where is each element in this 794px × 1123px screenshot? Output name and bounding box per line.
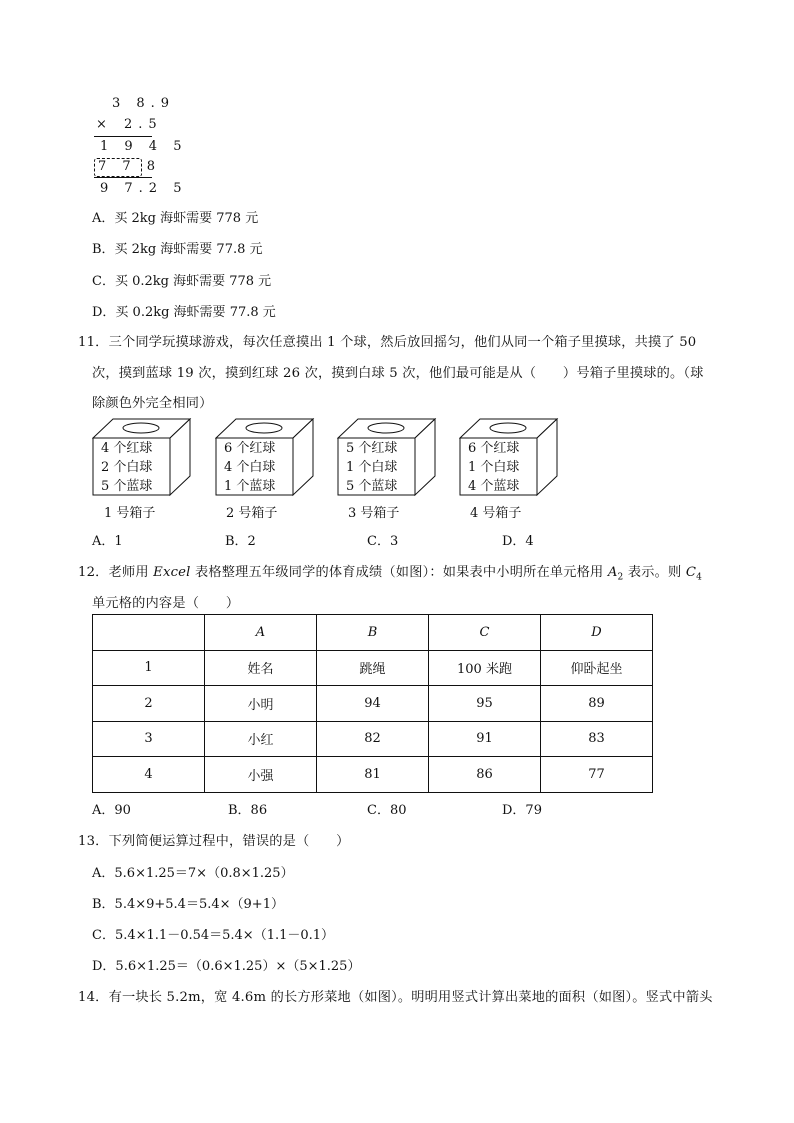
table-cell: 小明 [205,686,317,722]
box-2-red: 6 个红球 [224,441,276,456]
box-4-white: 1 个白球 [468,460,520,475]
box-1-label: 1 号箱子 [104,506,156,521]
table-row [93,650,653,686]
calc-row-3: 1 9 4 5 [100,139,188,154]
q11-stem-line-3: 除颜色外完全相同） [92,396,213,411]
q12-stem-line-1 [78,561,702,583]
calc-row-4: 7 7 8 [98,159,162,174]
table-cell: 仰卧起坐 [541,650,653,686]
box-4-label: 4 号箱子 [470,506,522,521]
box-4-blue: 4 个蓝球 [468,479,520,494]
q13-option-d: D．5.6×1.25＝（0.6×1.25）×（5×1.25） [92,959,361,974]
table-cell: 77 [541,757,653,793]
table-cell: 82 [317,721,429,757]
q13-stem: 13．下列简便运算过程中，错误的是（ ） [78,834,350,849]
calc-row-2: 2.5 [124,117,163,132]
q11-option-c: C．3 [367,534,399,549]
table-cell [93,615,205,651]
box-4-red: 6 个红球 [468,441,520,456]
column-header-c: C [429,615,541,651]
table-cell: 81 [317,757,429,793]
box-2-blue: 1 个蓝球 [224,479,276,494]
table-cell: 86 [429,757,541,793]
calc-row-1: 3 8.9 [112,96,176,111]
q12-stem-line-2: 单元格的内容是（ ） [92,596,240,611]
q12-option-a: A．90 [92,803,131,818]
q12-a2: A [607,565,618,580]
q12-text-b: 表格整理五年级同学的体育成绩（如图）：如果表中小明所在单元格用 [190,565,608,580]
calc-operator: × [96,117,107,132]
q12-option-b: B．86 [228,803,268,818]
q12-text-a: 12．老师用 [78,565,154,580]
score-table [92,614,653,793]
box-2-label: 2 号箱子 [226,506,278,521]
table-cell: 83 [541,721,653,757]
table-row [93,686,653,722]
q11-option-b: B．2 [225,534,256,549]
table-row [93,721,653,757]
table-cell: 89 [541,686,653,722]
table-cell: 小红 [205,721,317,757]
calc-rule-2 [94,177,152,178]
box-3-white: 1 个白球 [346,460,398,475]
q14-stem-line-1: 14．有一块长 5.2m，宽 4.6m 的长方形菜地（如图）。明明用竖式计算出菜地的面积（如图）。竖式中箭头 [78,990,713,1005]
q12-option-c: C．80 [367,803,407,818]
q10-option-d: D．买 0.2kg 海虾需要 77.8 元 [92,305,276,320]
table-cell: 91 [429,721,541,757]
row-header: 1 [93,650,205,686]
q10-option-c: C．买 0.2kg 海虾需要 778 元 [92,274,272,289]
q11-option-d: D．4 [502,534,534,549]
q13-option-c: C．5.4×1.1－0.54＝5.4×（1.1－0.1） [92,928,335,943]
table-row [93,757,653,793]
column-header-b: B [317,615,429,651]
q12-c4: C [685,565,697,580]
q12-excel: Excel [153,565,191,580]
box-3-label: 3 号箱子 [348,506,400,521]
q12-a2-sub: 2 [617,572,624,583]
q12-option-d: D．79 [502,803,542,818]
box-3-blue: 5 个蓝球 [346,479,398,494]
table-cell: 姓名 [205,650,317,686]
q11-stem-line-2: 次，摸到蓝球 19 次，摸到红球 26 次，摸到白球 5 次，他们最可能是从（ ）号箱子里摸球的。（球 [92,366,704,381]
q11-option-a: A．1 [92,534,123,549]
q10-option-a: A．买 2kg 海虾需要 778 元 [92,211,259,226]
column-header-a: A [205,615,317,651]
q11-stem-line-1: 11．三个同学玩摸球游戏，每次任意摸出 1 个球，然后放回摇匀，他们从同一个箱子里摸球，共摸了 50 [78,335,697,350]
q13-option-a: A．5.6×1.25＝7×（0.8×1.25） [92,866,294,881]
table-cell: 94 [317,686,429,722]
box-2-white: 4 个白球 [224,460,276,475]
calc-row-5: 9 7.2 5 [100,181,188,196]
row-header: 2 [93,686,205,722]
q10-option-b: B．买 2kg 海虾需要 77.8 元 [92,242,263,257]
table-row [93,615,653,651]
q13-option-b: B．5.4×9+5.4＝5.4×（9+1） [92,897,284,912]
table-cell: 95 [429,686,541,722]
q12-c4-sub: 4 [696,572,703,583]
table-cell: 跳绳 [317,650,429,686]
box-1-white: 2 个白球 [101,460,153,475]
box-1-blue: 5 个蓝球 [101,479,153,494]
box-1-red: 4 个红球 [101,441,153,456]
row-header: 3 [93,721,205,757]
q12-text-c: 表示。则 [623,565,686,580]
calc-rule-1 [94,136,152,137]
table-cell: 小强 [205,757,317,793]
table-cell: 100 米跑 [429,650,541,686]
box-3-red: 5 个红球 [346,441,398,456]
column-header-d: D [541,615,653,651]
row-header: 4 [93,757,205,793]
